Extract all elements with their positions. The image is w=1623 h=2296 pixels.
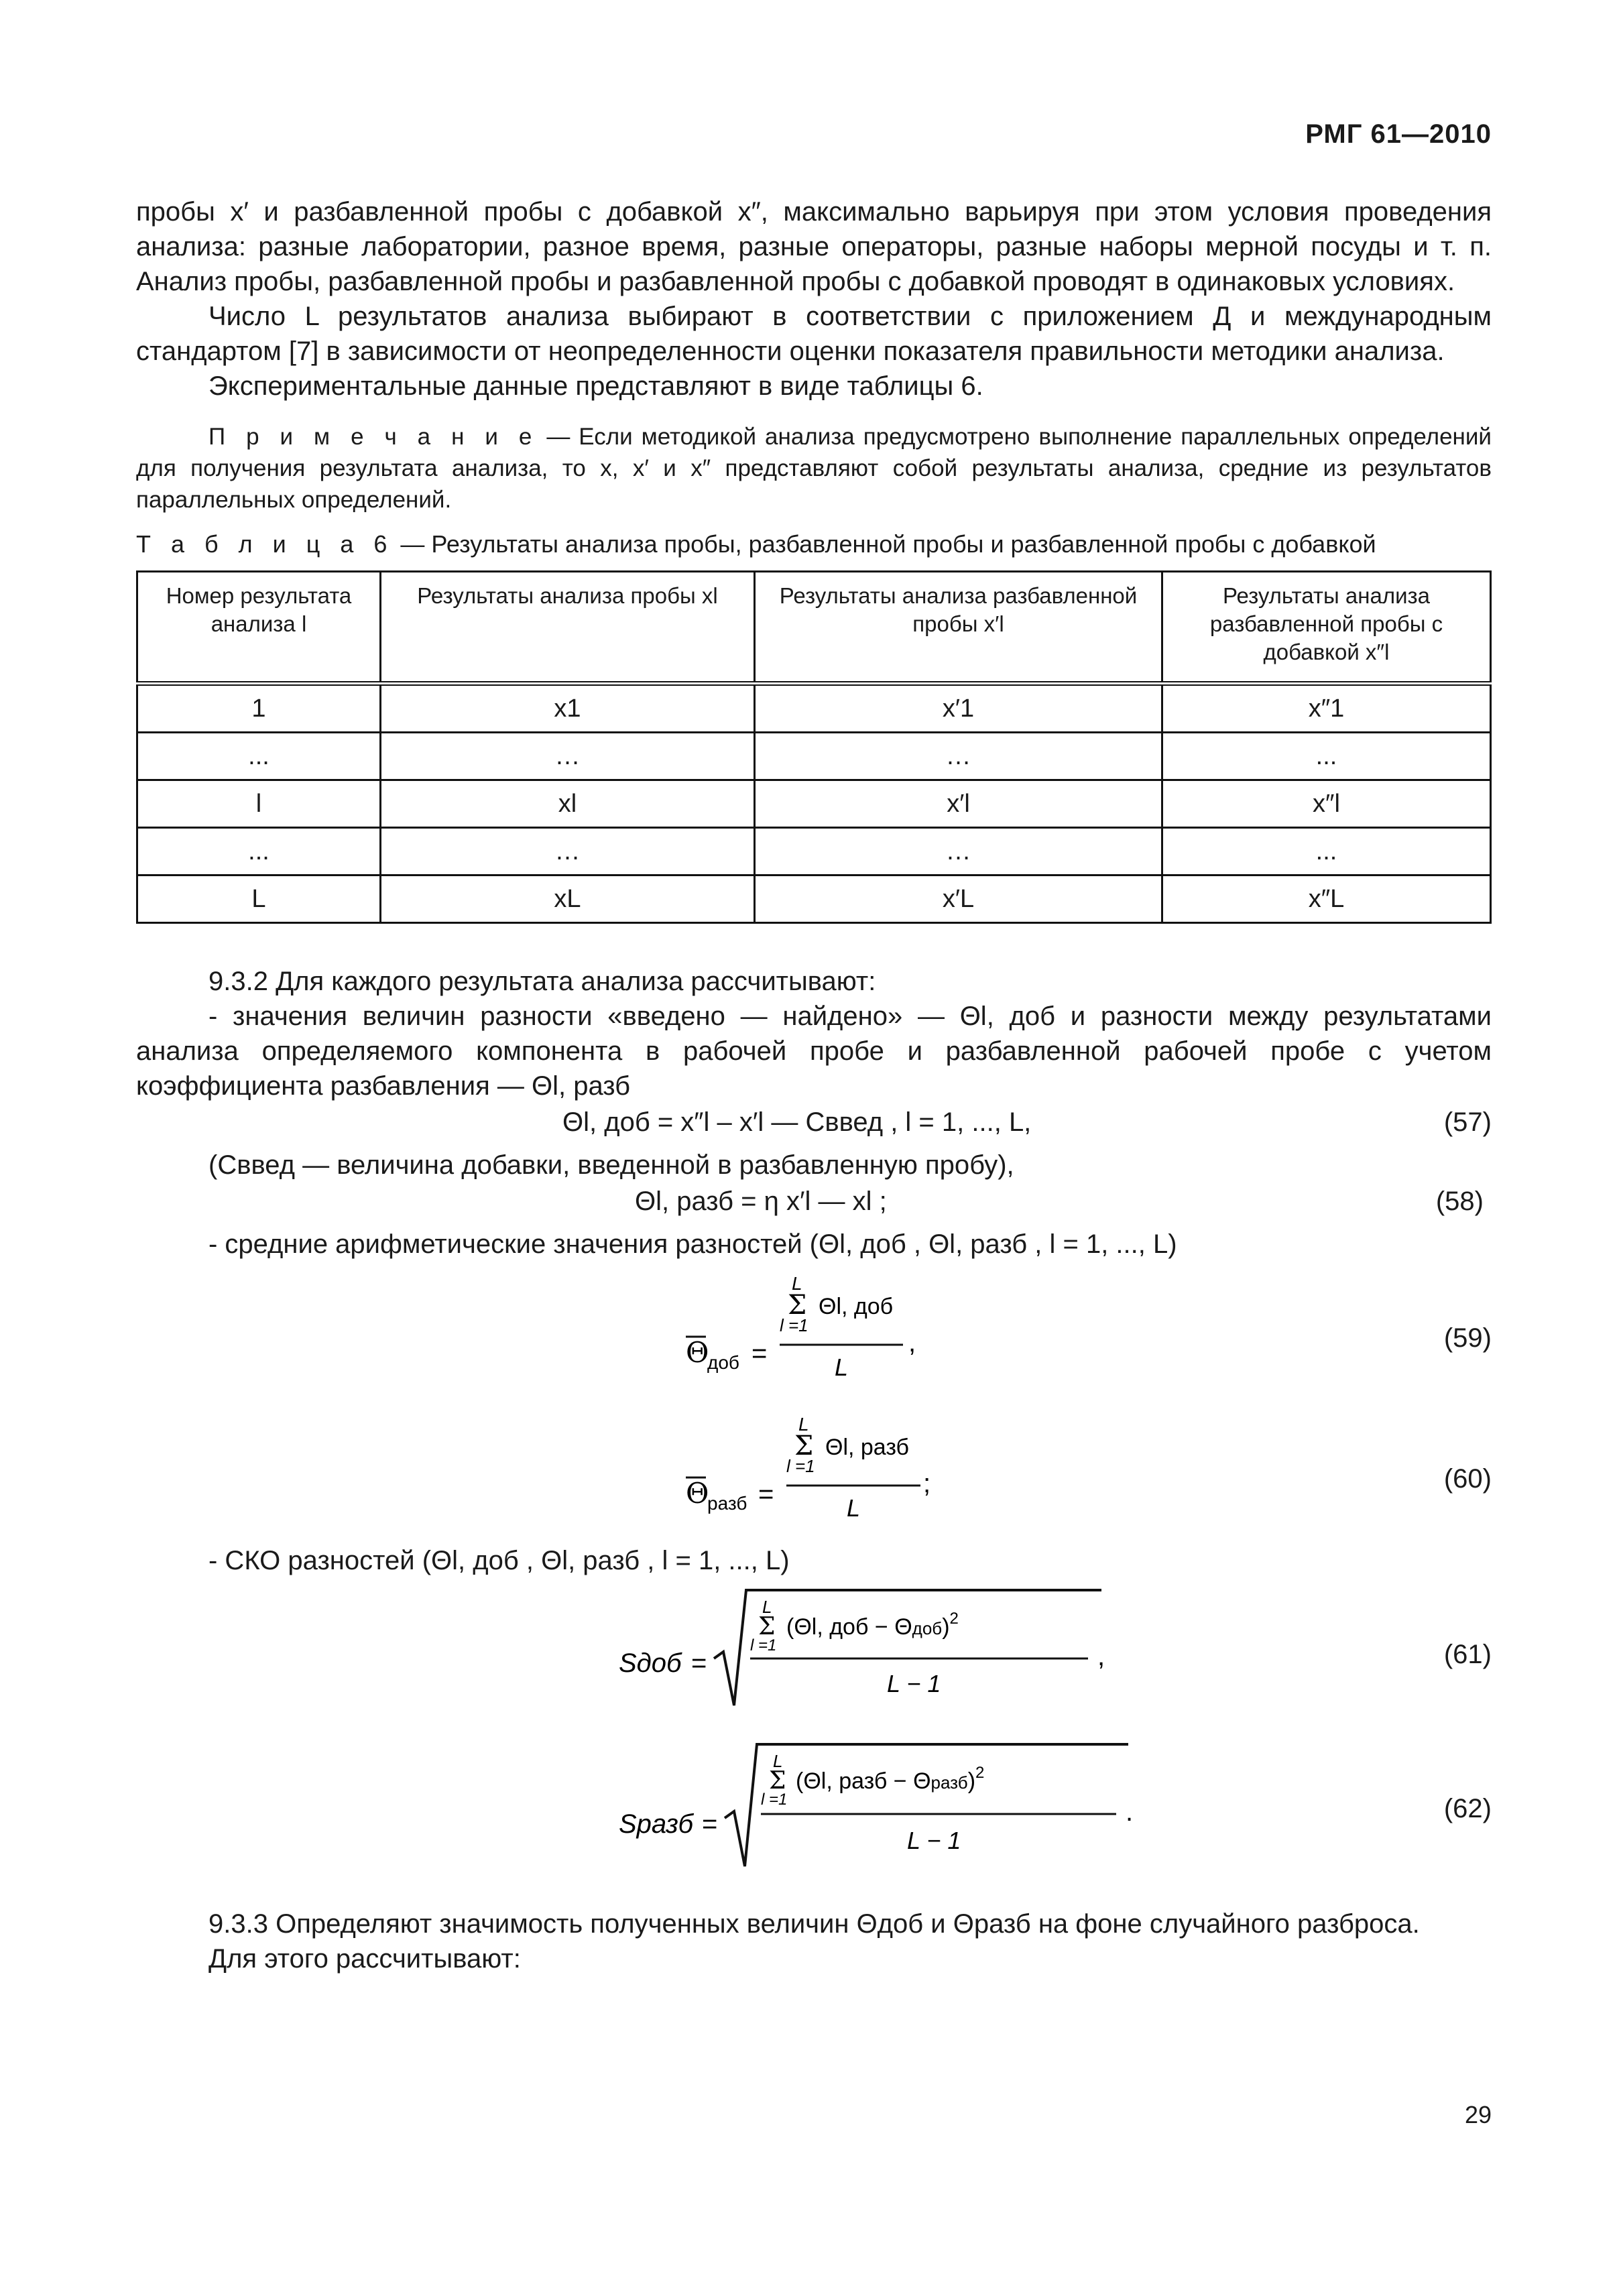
equation-62 [136,1732,1492,1886]
equals-sign: = [758,1479,774,1509]
c-vved-note: (Cввед — величина добавки, введенной в разбавленную пробу), [208,1150,1014,1180]
equation-58-number: (58) [1435,1187,1484,1216]
bullet-differences: - значения величин разности «введено — найдено» — Θl, доб и разности между результатами анализа определяемого компонента в рабочей пробе и разбавленной рабочей пробе с учетом коэффициента разбавления — Θl, разб [136,1002,1492,1101]
equation-60-formula [686,1402,1034,1543]
header-cell: Результаты анализа разбавленной пробы x′l [755,572,1162,684]
table-cell: … [381,828,755,875]
equation-57 [136,1103,1492,1148]
denominator: L [835,1353,849,1381]
table-cell: x′1 [755,684,1162,733]
equation-57-number: (57) [1443,1107,1492,1137]
table-cell: ... [1162,733,1491,780]
table-header-row [137,572,1491,684]
table-row [137,684,1491,733]
table-caption [136,530,1492,558]
equation-60 [136,1402,1492,1543]
equation-61-number: (61) [1443,1640,1492,1669]
table-row [137,780,1491,828]
equation-59-number: (59) [1443,1323,1492,1353]
equals-sign: = [752,1339,768,1368]
numerator-theta: Θl, разб [825,1435,910,1460]
equals-sign: = [702,1809,718,1839]
equation-62-formula [619,1739,1155,1886]
table-cell: 1 [137,684,381,733]
semicolon: ; [923,1469,931,1498]
table-cell: … [755,733,1162,780]
s-razb-label: Sразб [619,1809,693,1839]
equation-59-formula [686,1262,1034,1402]
sum-top: L [773,1751,783,1771]
table-cell: ... [137,733,381,780]
denominator: L [847,1494,861,1522]
numerator: (Θl, доб − Θдоб)$^2$ [786,1610,959,1640]
section-9-3-3-continuation: Для этого рассчитывают: [208,1944,521,1974]
table-caption-label: Т а б л и ц а 6 [136,530,394,558]
numerator: (Θl, разб − Θразб)$^2$ [796,1764,985,1794]
equation-61-formula [619,1585,1128,1732]
sum-bottom: l =1 [750,1636,777,1654]
period: . [1126,1797,1134,1827]
table-cell: ... [1162,828,1491,875]
theta-symbol: Θ [686,1477,709,1510]
header-cell: Результаты анализа пробы xl [381,572,755,684]
sigma-symbol: Σ [788,1290,807,1321]
page-number: 29 [1464,2101,1492,2128]
comma: , [908,1328,916,1357]
table-cell: l [137,780,381,828]
equation-57-expression: Θl, доб = x″l – x′l — Cввед , l = 1, ..., L, [562,1107,1032,1137]
equation-60-number: (60) [1443,1464,1492,1494]
table-cell: x1 [381,684,755,733]
note-label: П р и м е ч а н и е [208,424,538,450]
table-cell: xl [381,780,755,828]
subscript-razb: разб [707,1493,747,1514]
sum-bottom: l =1 [786,1456,815,1476]
table-row [137,875,1491,923]
s-dob-label: Sдоб [619,1648,682,1678]
sigma-symbol: Σ [769,1767,786,1795]
table-cell: xL [381,875,755,923]
sigma-symbol: Σ [794,1431,814,1461]
subscript-dob: доб [707,1352,739,1373]
sum-top: L [762,1597,772,1617]
theta-symbol: Θ [686,1336,709,1369]
comma: , [1097,1642,1105,1671]
page-content [136,194,1492,1976]
table-cell: x″1 [1162,684,1491,733]
paragraph-2: Число L результатов анализа выбирают в соответствии с приложением Д и международным стандартом [7] в зависимости от неопределенности оценки показателя правильности методики анализа. [136,302,1492,366]
table-cell: … [381,733,755,780]
table-caption-text: — Результаты анализа пробы, разбавленной пробы и разбавленной пробы с добавкой [394,530,1376,558]
note [136,421,1492,516]
table-cell: x″L [1162,875,1491,923]
equation-58 [136,1183,1492,1227]
section-9-3-2: 9.3.2 Для каждого результата анализа рассчитывают: [208,967,876,996]
sigma-symbol: Σ [758,1613,776,1640]
header-cell: Номер результата анализа l [137,572,381,684]
table-cell: x′L [755,875,1162,923]
table-cell: ... [137,828,381,875]
bullet-means: - средние арифметические значения разностей (Θl, доб , Θl, разб , l = 1, ..., L) [208,1229,1177,1259]
results-table [136,570,1492,924]
table-cell: x″l [1162,780,1491,828]
numerator-theta: Θl, доб [819,1294,894,1319]
header-cell: Результаты анализа разбавленной пробы с добавкой x″l [1162,572,1491,684]
equation-58-expression: Θl, разб = η x′l — xl ; [635,1187,887,1216]
table-cell: L [137,875,381,923]
sum-bottom: l =1 [761,1791,788,1809]
table-row [137,733,1491,780]
note-text: — Если методикой анализа предусмотрено выполнение параллельных определений для получения результата анализа, то x, x′ и x″ представляют собой результаты анализа, средние из результатов параллельных определений. [136,424,1492,513]
table-cell: … [755,828,1162,875]
denominator: L − 1 [907,1827,961,1854]
equals-sign: = [691,1648,707,1678]
sum-bottom: l =1 [780,1315,808,1335]
document-code: РМГ 61—2010 [1305,119,1492,149]
equation-62-number: (62) [1443,1794,1492,1823]
paragraph-1: пробы x′ и разбавленной пробы с добавкой x″, максимально варьируя при этом условия проведения анализа: разные лаборатории, разное время, разные операторы, разные наборы мерной посуды и т. п. Анализ пробы, разбавленной пробы и разбавленной пробы с добавкой проводят в одинаковых условиях. [136,197,1492,296]
table-cell: x′l [755,780,1162,828]
equation-59 [136,1262,1492,1402]
sum-top: L [798,1414,809,1435]
table-row [137,828,1491,875]
denominator: L − 1 [887,1670,941,1697]
equation-61 [136,1578,1492,1732]
sum-top: L [792,1273,802,1294]
bullet-sko: - СКО разностей (Θl, доб , Θl, разб , l = 1, ..., L) [208,1546,790,1575]
paragraph-3: Экспериментальные данные представляют в виде таблицы 6. [208,371,983,401]
section-9-3-3: 9.3.3 Определяют значимость полученных величин Θдоб и Θразб на фоне случайного разброса. [208,1909,1420,1939]
